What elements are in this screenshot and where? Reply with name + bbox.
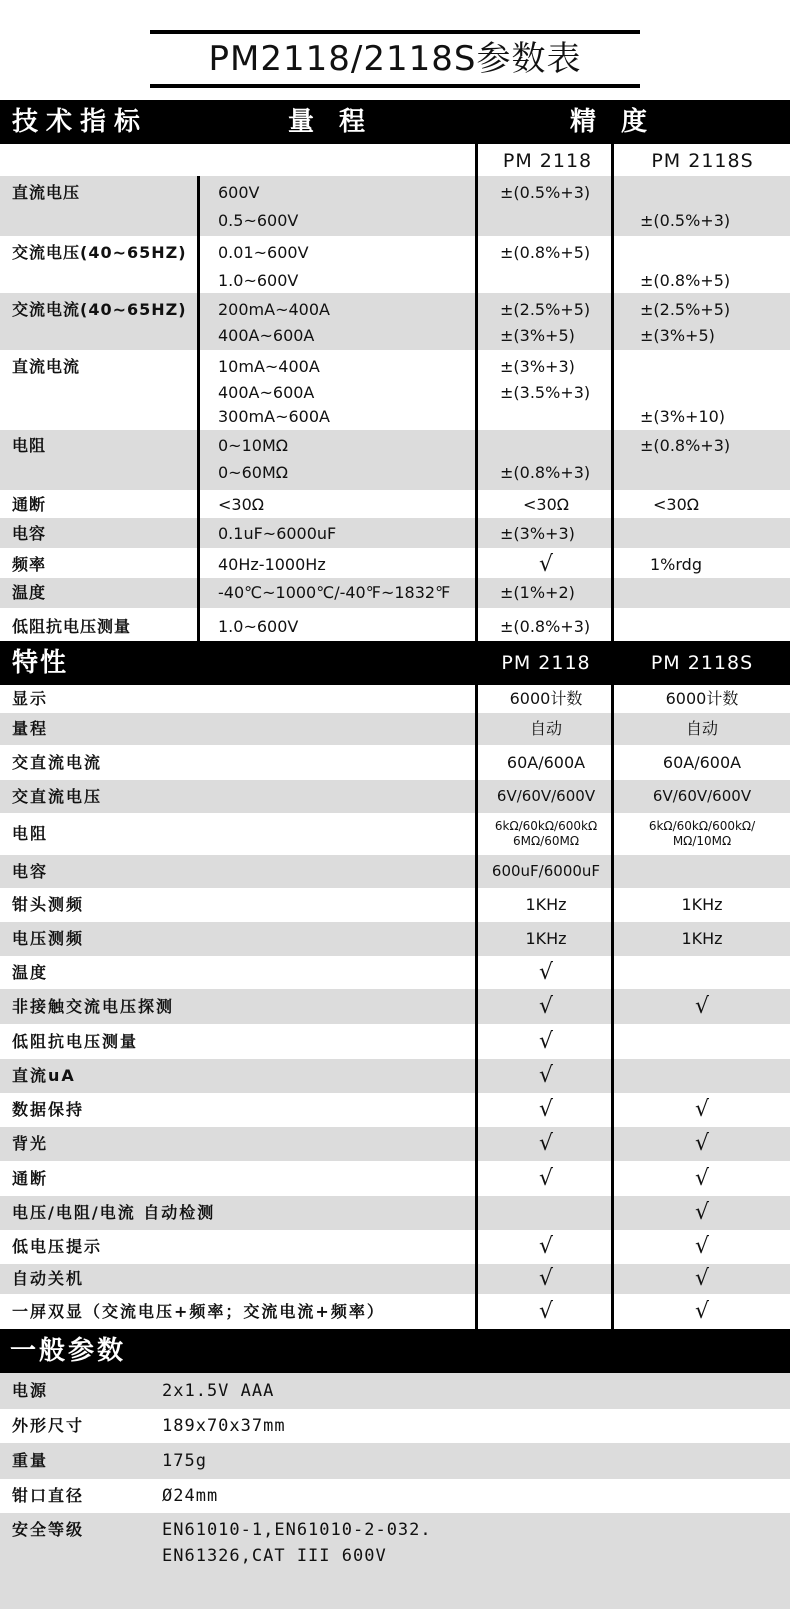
feature-name: 一屏双显（交流电压+频率；交流电流+频率）	[12, 1302, 385, 1321]
feature-value-pm2118: 60A/600A	[506, 753, 586, 772]
spec-divider-2	[475, 144, 478, 641]
spec-name: 交流电压(40~65HZ)	[12, 243, 187, 262]
feature-name: 电容	[12, 862, 49, 881]
accuracy-pm2118: ±(0.8%+3)	[500, 617, 591, 636]
model-b-label: PM 2118S	[651, 150, 754, 172]
feature-row	[0, 1264, 790, 1294]
general-value: 189x70x37mm	[162, 1416, 286, 1436]
feature-value-pm2118: 自动	[529, 719, 562, 738]
spec-name: 直流电流	[12, 357, 81, 376]
accuracy-pm2118: ±(0.8%+3)	[500, 463, 591, 482]
feature-value-pm2118: √	[538, 1097, 554, 1122]
spec-row	[0, 350, 790, 430]
general-name: 安全等级	[12, 1520, 85, 1539]
feature-row	[0, 1024, 790, 1059]
feature-row	[0, 1294, 790, 1329]
feature-row	[0, 1230, 790, 1264]
feature-value-pm2118: √	[538, 1266, 554, 1291]
accuracy-pm2118: √	[538, 552, 554, 577]
feature-value-pm2118s: 60A/600A	[662, 753, 742, 772]
accuracy-pm2118: <30Ω	[523, 495, 569, 514]
feature-row	[0, 956, 790, 989]
spec-range: 0.1uF~6000uF	[218, 524, 337, 543]
feature-name: 交直流电压	[12, 787, 103, 806]
spec-name: 频率	[12, 555, 47, 574]
title-block	[150, 30, 640, 88]
general-name: 钳口直径	[12, 1486, 85, 1505]
spec-range: 400A~600A	[218, 383, 315, 402]
feature-row	[0, 685, 790, 713]
spec-range: 0~10MΩ	[218, 436, 288, 455]
spec-row	[0, 518, 790, 548]
feature-row	[0, 1059, 790, 1093]
feature-name: 电压/电阻/电流 自动检测	[12, 1203, 216, 1222]
feature-value-pm2118s: 1KHz	[681, 929, 723, 948]
spec-range: 400A~600A	[218, 326, 315, 345]
spec-range: 40Hz-1000Hz	[218, 555, 326, 574]
feature-name: 低阻抗电压测量	[12, 1032, 139, 1051]
spec-name: 电阻	[12, 436, 47, 455]
feature-name: 电阻	[12, 824, 49, 843]
accuracy-pm2118s: ±(0.8%+5)	[640, 271, 731, 290]
feature-name: 数据保持	[12, 1100, 85, 1119]
general-name: 重量	[12, 1451, 49, 1470]
spec-name: 交流电流(40~65HZ)	[12, 300, 187, 319]
spec-name: 电容	[12, 524, 47, 543]
feature-value-pm2118: √	[538, 1029, 554, 1054]
feature-value-pm2118s: √	[694, 1097, 710, 1122]
spec-range: 1.0~600V	[218, 617, 299, 636]
accuracy-pm2118: ±(3.5%+3)	[500, 383, 591, 402]
feature-name: 显示	[12, 689, 49, 708]
feature-row	[0, 813, 790, 855]
feature-row	[0, 1161, 790, 1196]
features-header	[0, 641, 790, 685]
accuracy-pm2118s: 1%rdg	[650, 555, 702, 574]
feature-value-pm2118s: √	[694, 1299, 710, 1324]
spec-name: 温度	[12, 583, 47, 602]
feature-value-pm2118s: 6V/60V/600V	[652, 787, 752, 805]
spec-header-accuracy: 精 度	[570, 107, 656, 137]
accuracy-pm2118: ±(0.5%+3)	[500, 183, 591, 202]
feature-value-pm2118s: 6000计数	[665, 689, 739, 708]
accuracy-pm2118s: ±(0.5%+3)	[640, 211, 731, 230]
feature-value-pm2118s: 6kΩ/60kΩ/600kΩ/ MΩ/10MΩ	[648, 819, 756, 848]
feature-value-pm2118s: √	[694, 1234, 710, 1259]
general-name: 电源	[12, 1381, 49, 1400]
feature-row	[0, 745, 790, 780]
spec-range: 600V	[218, 183, 260, 202]
feature-divider-1	[475, 685, 478, 1329]
spec-row	[0, 608, 790, 641]
feature-value-pm2118s: 1KHz	[681, 895, 723, 914]
general-row	[0, 1479, 790, 1513]
feature-row	[0, 1196, 790, 1230]
feature-value-pm2118: 1KHz	[525, 929, 567, 948]
feature-row	[0, 713, 790, 745]
page-title: PM2118/2118S参数表	[208, 39, 582, 79]
accuracy-pm2118s: ±(3%+10)	[640, 407, 726, 426]
feature-name: 背光	[12, 1134, 49, 1153]
general-value: Ø24mm	[162, 1486, 219, 1506]
general-header	[0, 1329, 790, 1373]
feature-row	[0, 922, 790, 956]
feature-divider-2	[611, 685, 614, 1329]
feature-name: 温度	[12, 963, 49, 982]
feature-name: 低电压提示	[12, 1237, 103, 1256]
feature-value-pm2118s: 自动	[685, 719, 718, 738]
accuracy-pm2118s: <30Ω	[653, 495, 699, 514]
feature-name: 电压测频	[12, 929, 85, 948]
general-name: 外形尺寸	[12, 1416, 85, 1435]
feature-value-pm2118: √	[538, 1234, 554, 1259]
feature-row	[0, 855, 790, 888]
general-value: 175g	[162, 1451, 207, 1471]
spec-row	[0, 430, 790, 490]
accuracy-pm2118s: ±(0.8%+3)	[640, 436, 731, 455]
feature-value-pm2118: 6000计数	[509, 689, 583, 708]
feature-row	[0, 780, 790, 813]
spec-row	[0, 293, 790, 350]
feature-value-pm2118: √	[538, 1166, 554, 1191]
model-a-label: PM 2118	[502, 150, 593, 172]
spec-range: 1.0~600V	[218, 271, 299, 290]
features-header-model-b: PM 2118S	[650, 652, 754, 674]
feature-value-pm2118: √	[538, 1063, 554, 1088]
spec-row	[0, 578, 790, 608]
general-row	[0, 1443, 790, 1479]
feature-value-pm2118s: √	[694, 994, 710, 1019]
feature-value-pm2118: √	[538, 1299, 554, 1324]
feature-name: 直流uA	[12, 1066, 76, 1085]
feature-row	[0, 1127, 790, 1161]
feature-value-pm2118: 1KHz	[525, 895, 567, 914]
accuracy-pm2118s: ±(3%+5)	[640, 326, 715, 345]
feature-row	[0, 989, 790, 1024]
feature-value-pm2118: 6V/60V/600V	[496, 787, 596, 805]
spec-range: 200mA~400A	[218, 300, 330, 319]
feature-value-pm2118s: √	[694, 1131, 710, 1156]
accuracy-pm2118: ±(2.5%+5)	[500, 300, 591, 319]
spec-range: 0~60MΩ	[218, 463, 288, 482]
spec-name: 通断	[12, 495, 47, 514]
feature-name: 交直流电流	[12, 753, 103, 772]
accuracy-pm2118: ±(3%+3)	[500, 524, 575, 543]
feature-value-pm2118: √	[538, 994, 554, 1019]
spec-row	[0, 176, 790, 236]
feature-row	[0, 888, 790, 922]
feature-name: 通断	[12, 1169, 49, 1188]
features-header-title: 特性	[12, 648, 69, 678]
accuracy-pm2118: ±(3%+3)	[500, 357, 575, 376]
spec-models-row	[0, 144, 790, 176]
accuracy-pm2118: ±(1%+2)	[500, 583, 575, 602]
general-value: 2x1.5V AAA	[162, 1381, 275, 1401]
spec-range: 10mA~400A	[218, 357, 320, 376]
feature-value-pm2118: 600uF/6000uF	[491, 862, 601, 880]
general-row	[0, 1373, 790, 1409]
feature-name: 量程	[12, 719, 49, 738]
feature-value-pm2118s: √	[694, 1200, 710, 1225]
spec-row	[0, 490, 790, 518]
spec-range: <30Ω	[218, 495, 264, 514]
feature-value-pm2118: √	[538, 960, 554, 985]
general-value-line2: EN61326,CAT III 600V	[162, 1546, 387, 1566]
accuracy-pm2118: ±(3%+5)	[500, 326, 575, 345]
spec-divider-3	[611, 144, 614, 641]
spec-range: -40℃~1000℃/-40℉~1832℉	[218, 583, 451, 602]
general-value: EN61010-1,EN61010-2-032.	[162, 1520, 432, 1540]
general-header-title: 一般参数	[10, 1336, 127, 1366]
spec-header-indicator: 技术指标	[12, 107, 149, 137]
accuracy-pm2118s: ±(2.5%+5)	[640, 300, 731, 319]
feature-value-pm2118s: √	[694, 1266, 710, 1291]
spec-divider-1	[197, 176, 200, 641]
feature-value-pm2118s: √	[694, 1166, 710, 1191]
feature-name: 钳头测频	[12, 895, 85, 914]
feature-row	[0, 1093, 790, 1127]
accuracy-pm2118: ±(0.8%+5)	[500, 243, 591, 262]
feature-value-pm2118: √	[538, 1131, 554, 1156]
spec-header-range: 量 程	[288, 107, 374, 137]
spec-range: 0.5~600V	[218, 211, 299, 230]
spec-header	[0, 100, 790, 144]
general-row	[0, 1409, 790, 1443]
general-row	[0, 1513, 790, 1609]
feature-name: 非接触交流电压探测	[12, 997, 175, 1016]
features-header-model-a: PM 2118	[501, 652, 591, 674]
spec-name: 低阻抗电压测量	[12, 617, 132, 636]
spec-range: 0.01~600V	[218, 243, 309, 262]
title-rule-top	[150, 30, 640, 34]
feature-value-pm2118: 6kΩ/60kΩ/600kΩ 6MΩ/60MΩ	[494, 819, 598, 848]
title-rule-bottom	[150, 84, 640, 88]
spec-range: 300mA~600A	[218, 407, 330, 426]
spec-name: 直流电压	[12, 183, 81, 202]
spec-row	[0, 548, 790, 578]
feature-name: 自动关机	[12, 1269, 85, 1288]
spec-row	[0, 236, 790, 293]
